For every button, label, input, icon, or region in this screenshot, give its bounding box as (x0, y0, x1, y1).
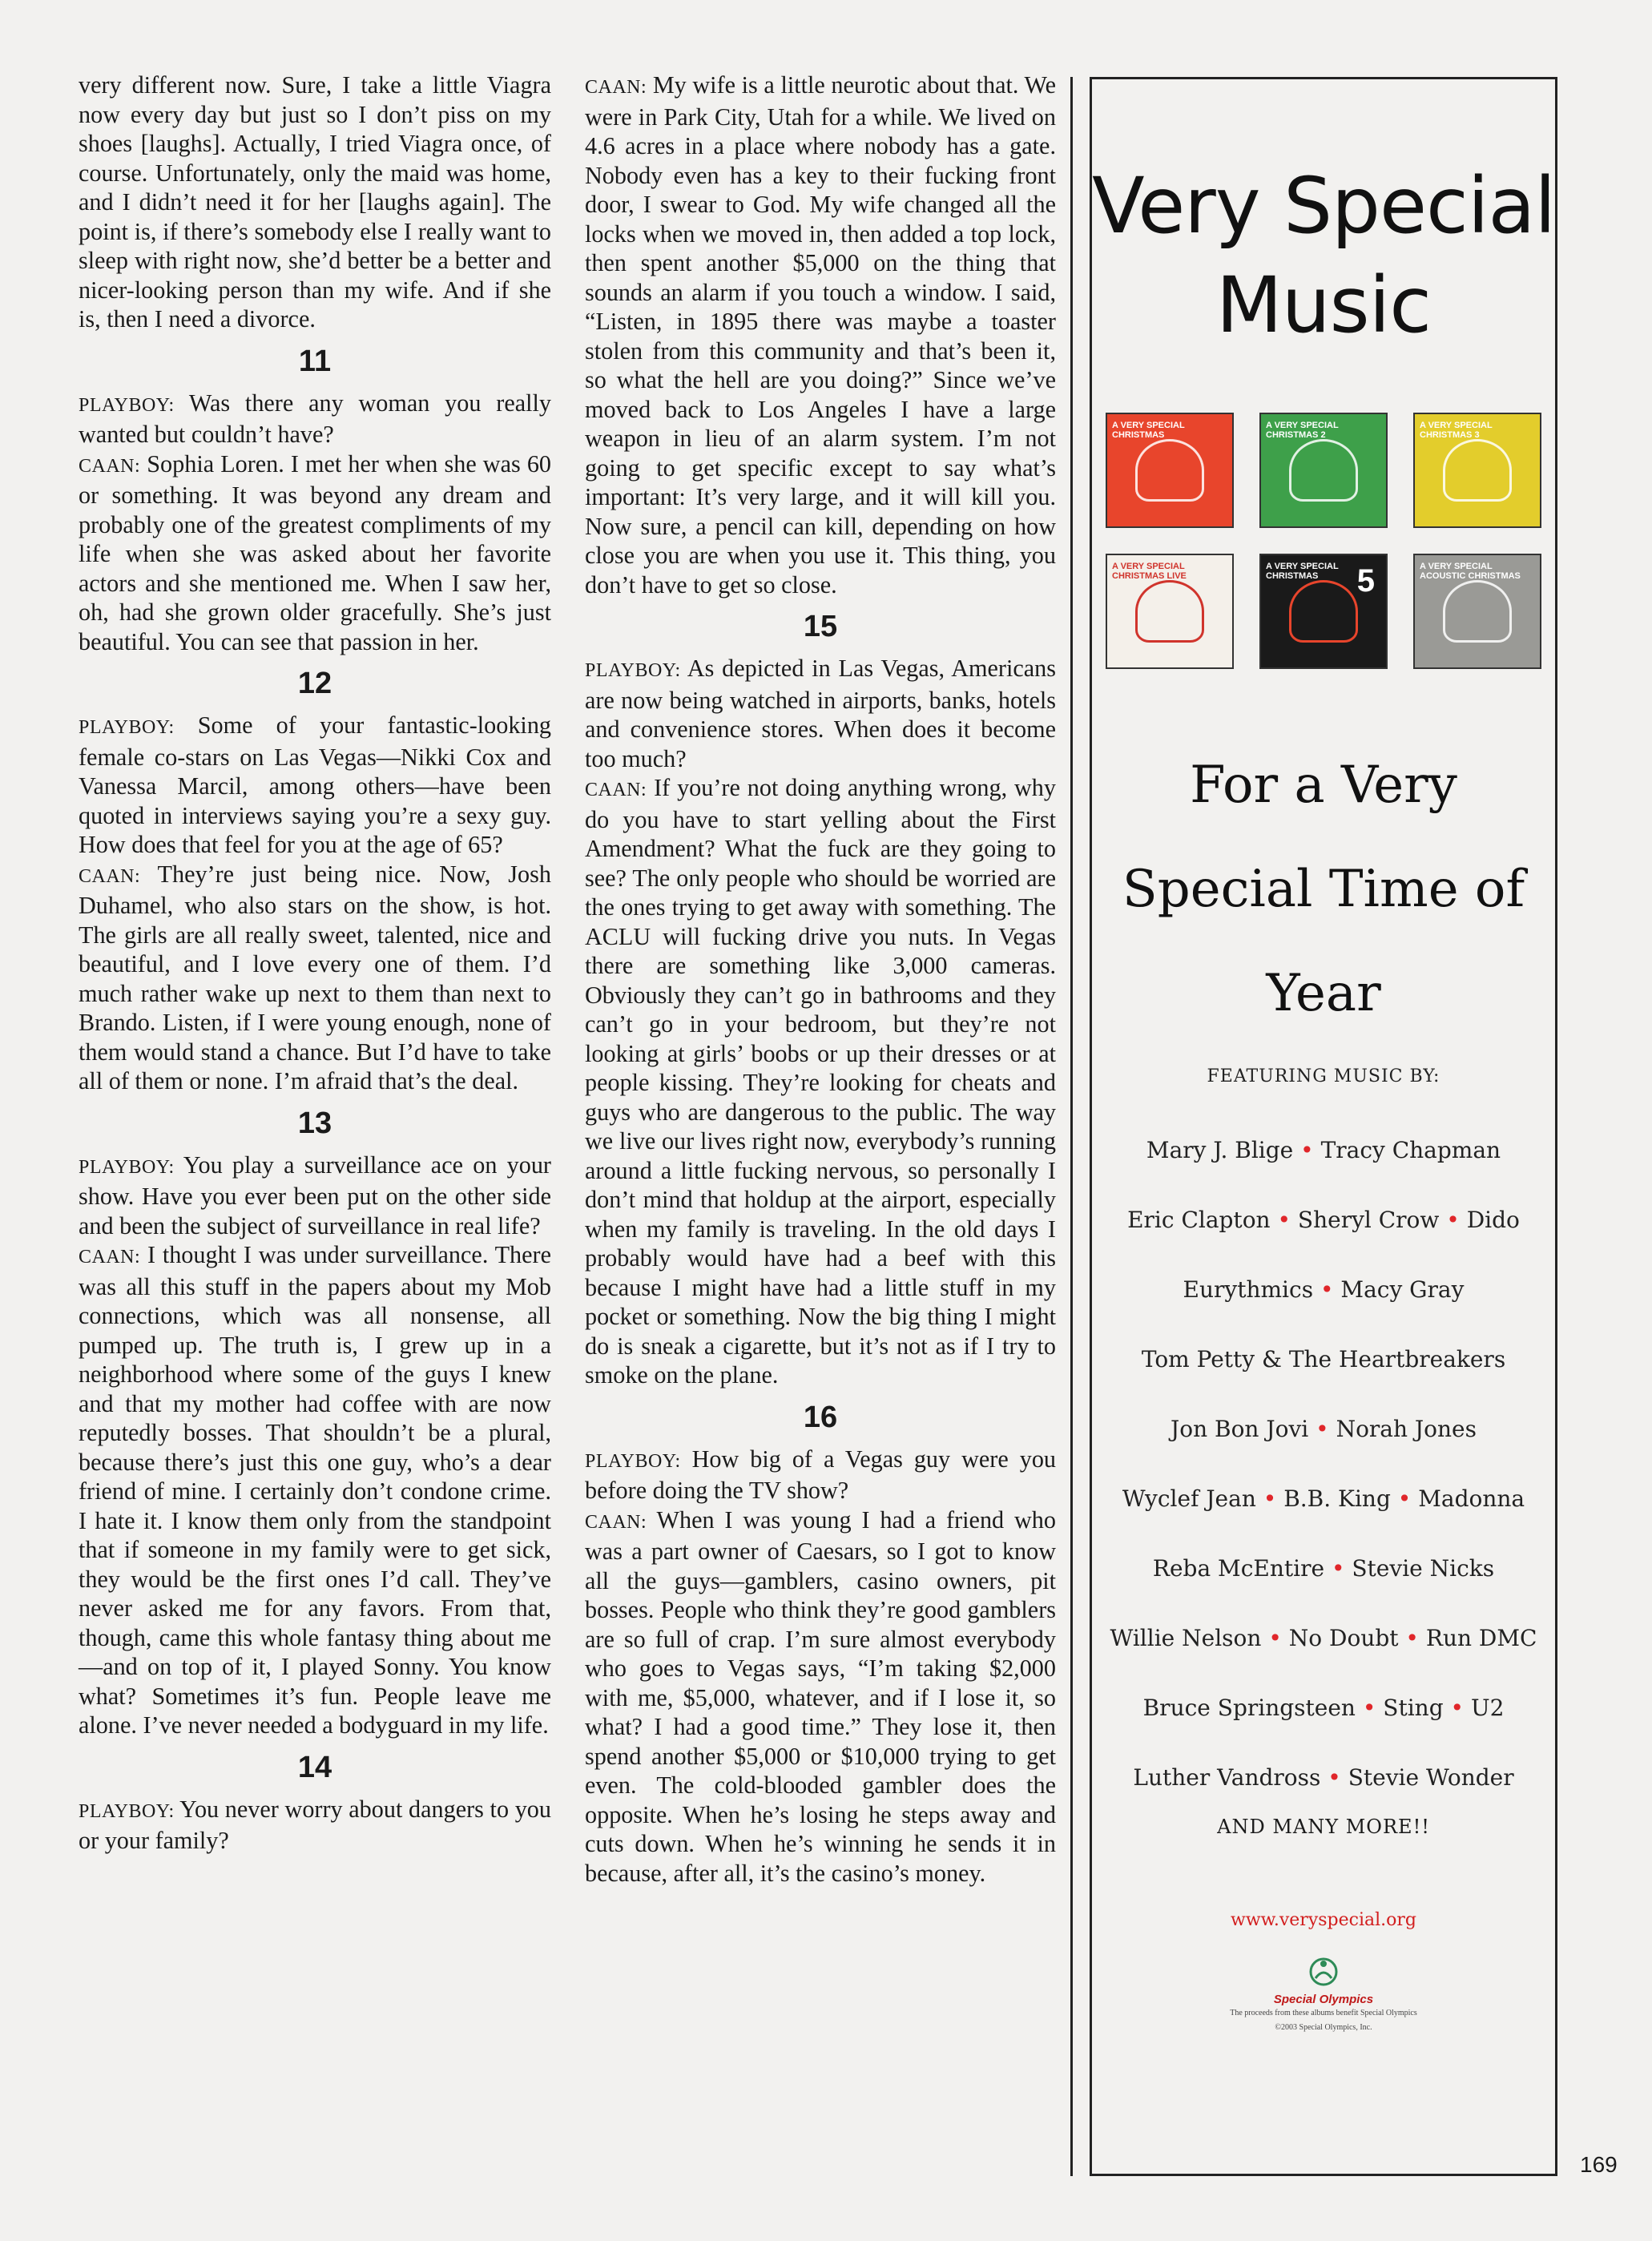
artist-row (1092, 1255, 1555, 1324)
copyright: ©2003 Special Olympics, Inc. (1275, 2023, 1372, 2032)
question-number: 11 (298, 344, 332, 378)
album-cover (1259, 554, 1388, 669)
answer: CAAN: I thought I was under surveillance. There was all this stuff in the papers about my Mob connections, which was all nonsense, all pumped up. The truth is, I grew up in a neighborhood where some of the guys I knew and that my mother had coffee with are now reputedly bosses. That shouldn’t be a plural, because there’s just this one guy, who’s a dear friend of mine. I certainly don’t condone crime. I hate it. I know them only from the standpoint that if someone in my family were to get sick, they would be the first ones I’d call. They’ve never asked me for any favors. From that, though, came this whole fantasy thing about me—and on top of it, I played Sonny. You know what? Sometimes it’s fun. People leave me alone. I’ve never needed a bodyguard in my life. (79, 1241, 551, 1739)
question: PLAYBOY: You never worry about dangers to you or your family? (79, 1795, 551, 1854)
figure-icon (1289, 439, 1358, 502)
page-number: 169 (1580, 2152, 1618, 2177)
album-cover-title: A VERY SPECIAL CHRISTMAS 3 (1420, 421, 1493, 440)
artist-row (1092, 1603, 1555, 1673)
artist-name: Dido (1466, 1207, 1520, 1233)
fine-print: The proceeds from these albums benefit Special Olympics (1230, 2009, 1417, 2017)
album-cover-title: A VERY SPECIAL CHRISTMAS (1112, 421, 1185, 440)
answer: CAAN: If you’re not doing anything wrong, why do you have to start yelling about the First Amendment? What the fuck are they going to see? The only people who should be worried are the ones trying to get away with something. The ACLU will fucking drive you nuts. In Vegas there are something like 3,000 cameras. Obviously they can’t go in bathrooms and they can’t go in your bedroom, but they’re not looking at girls’ boobs or up their dresses or at people kissing. They’re looking for cheats and guys who are dangerous to the public. The way we live our lives right now, everybody’s running around a little fucking nervous, so personally I don’t mind that holdup at the airport, especially when my family is traveling. In the old days I probably would have had a beef with this because I might have had a little stuff in my pocket or something. Now the big thing I might do is sneak a cigarette, but it’s not as if I try to smoke on the plane. (585, 774, 1056, 1389)
artist-name: Eurythmics (1183, 1276, 1314, 1303)
special-olympics-logo (1092, 1954, 1555, 2035)
album-cover (1106, 413, 1234, 528)
artist-name: Macy Gray (1340, 1276, 1465, 1303)
special-olympics-icon (1306, 1954, 1341, 1989)
question-number: 15 (803, 610, 838, 643)
bullet-icon: • (1293, 1137, 1321, 1163)
column-divider (1070, 77, 1073, 2176)
question-number: 16 (803, 1400, 838, 1434)
artist-row (1092, 1185, 1555, 1255)
artist-name: Sheryl Crow (1297, 1207, 1440, 1233)
album-cover (1413, 554, 1541, 669)
artist-name: No Doubt (1288, 1625, 1399, 1651)
website-url[interactable]: www.veryspecial.org (1230, 1910, 1416, 1930)
bullet-icon: • (1398, 1625, 1426, 1651)
answer: CAAN: Sophia Loren. I met her when she was 60 or something. It was beyond any dream and probably one of the greatest compliments of my life when she was asked about her favorite actors and she mentioned me. When I saw her, oh, had she grown older gracefully. She’s just beautiful. You can see that passion in her. (79, 449, 552, 655)
artist-name: Wyclef Jean (1122, 1485, 1256, 1512)
answer: CAAN: They’re just being nice. Now, Josh Duhamel, who also stars on the show, is hot. The girls are all really sweet, talented, nice and beautiful, and I love every one of them. I’d much rather wake up next to them than next to Brando. Listen, if I were young enough, none of them would stand a chance. But I’d have to take all of them or none. I’m afraid that’s the deal. (79, 860, 551, 1094)
question: PLAYBOY: Was there any woman you really wanted but couldn’t have? (79, 389, 551, 448)
question: PLAYBOY: You play a surveillance ace on your show. Have you ever been put on the other side and been the subject of surveillance in real life? (79, 1151, 551, 1239)
album-cover-title: A VERY SPECIAL CHRISTMAS (1266, 562, 1339, 581)
figure-icon (1443, 439, 1512, 502)
artist-name: Sting (1383, 1695, 1444, 1721)
article-column-2 (585, 71, 1056, 1888)
artist-name: Tom Petty & The Heartbreakers (1141, 1346, 1506, 1372)
bullet-icon: • (1390, 1485, 1419, 1512)
artist-row (1092, 1115, 1555, 1185)
artist-name: Norah Jones (1336, 1416, 1477, 1442)
figure-icon (1443, 580, 1512, 643)
artist-name: Mary J. Blige (1146, 1137, 1294, 1163)
album-cover-title: A VERY SPECIAL CHRISTMAS 2 (1266, 421, 1339, 440)
album-cover-title: A VERY SPECIAL CHRISTMAS LIVE (1112, 562, 1187, 581)
and-many-more: AND MANY MORE!! (1217, 1816, 1430, 1838)
question: PLAYBOY: How big of a Vegas guy were you before doing the TV show? (585, 1445, 1057, 1504)
paragraph: very different now. Sure, I take a little Viagra now every day but just so I don’t piss on my shoes [laughs]. Actually, I tried Viagra once, of course. Unfortunately, only the maid was home, and I didn’t need it for her [laughs again]. The point is, if there’s somebody else I really want to sleep with right now, she’d better be a better and nicer-looking person than my wife. And if she is, then I need a divorce. (79, 71, 551, 333)
artist-row (1092, 1464, 1555, 1534)
bullet-icon: • (1320, 1764, 1348, 1791)
artist-row (1092, 1394, 1555, 1464)
bullet-icon: • (1443, 1695, 1471, 1721)
artist-name: Tracy Chapman (1320, 1137, 1501, 1163)
album-cover (1106, 554, 1234, 669)
ad-title: Very Special Music (1092, 161, 1555, 350)
artist-row (1092, 1324, 1555, 1394)
question-number: 12 (297, 667, 332, 700)
ad-tagline: For a Very Special Time of Year (1122, 756, 1525, 1023)
artist-name: B.B. King (1283, 1485, 1391, 1512)
bullet-icon: • (1270, 1207, 1298, 1233)
bullet-icon: • (1308, 1416, 1336, 1442)
artist-name: Madonna (1418, 1485, 1525, 1512)
question: PLAYBOY: As depicted in Las Vegas, Americans are now being watched in airports, banks, hotels and convenience stores. When does it become too much? (585, 655, 1056, 772)
bullet-icon: • (1261, 1625, 1289, 1651)
bullet-icon: • (1439, 1207, 1467, 1233)
question-number: 14 (297, 1750, 332, 1784)
bullet-icon: • (1255, 1485, 1284, 1512)
artist-name: Run DMC (1425, 1625, 1537, 1651)
album-cover (1413, 413, 1541, 528)
answer: CAAN: When I was young I had a friend who was a part owner of Caesars, so I got to know all the guys—gamblers, casino owners, pit bosses. People who think they’re good gamblers are so full of crap. I’m sure almost everybody who goes to Vegas says, “I’m taking $2,000 with me, $5,000, whatever, and if I lose it, so what? I had a good time.” They lose it, then spend another $5,000 or $10,000 trying to get even. The cold-blooded gambler does the opposite. When he’s losing he steps away and cuts down. When he’s winning he sends it in because, after all, it’s the casino’s money. (585, 1505, 1056, 1887)
figure-icon (1289, 580, 1358, 643)
figure-icon (1135, 580, 1204, 643)
bullet-icon: • (1324, 1555, 1352, 1582)
bullet-icon: • (1355, 1695, 1384, 1721)
album-cover-title: A VERY SPECIAL ACOUSTIC CHRISTMAS (1420, 562, 1521, 581)
artist-row (1092, 1743, 1555, 1812)
org-name: Special Olympics (1273, 1993, 1374, 2006)
question-number: 13 (297, 1106, 332, 1140)
bullet-icon: • (1313, 1276, 1341, 1303)
album-cover (1259, 413, 1388, 528)
answer: CAAN: My wife is a little neurotic about that. We were in Park City, Utah for a while. We lived on 4.6 acres in a place where nobody has a gate. Nobody even has a key to their fucking front door, I swear to God. My wife changed all the locks when we moved in, then added a top lock, then spent another $5,000 on the thing that sounds an alarm if you touch a window. I said, “Listen, in 1895 there was maybe a toaster stolen from this community and that’s been it, so what the hell are you doing?” Since we’ve moved back to Los Angeles I have a large weapon in lieu of an alarm system. I’m not going to get specific except to say what’s important: It’s very large, and it will kill you. Now sure, a pencil can kill, depending on how close you are when you use it. This thing, you don’t have to get so close. (585, 71, 1057, 599)
artist-name: Bruce Springsteen (1142, 1695, 1356, 1721)
artist-name: Jon Bon Jovi (1170, 1416, 1309, 1442)
advertisement (1090, 77, 1557, 2176)
album-cover-number: 5 (1356, 563, 1375, 599)
artist-name: Eric Clapton (1127, 1207, 1271, 1233)
article-column-1 (79, 71, 551, 1856)
featuring-label: FEATURING MUSIC BY: (1207, 1066, 1440, 1086)
question: PLAYBOY: Some of your fantastic-looking female co-stars on Las Vegas—Nikki Cox and Vanessa Marcil, among others—have been quoted in interviews saying you’re a sexy guy. How does that feel for you at the age of 65? (79, 711, 552, 858)
artist-name: Stevie Nicks (1352, 1555, 1495, 1582)
figure-icon (1135, 439, 1204, 502)
artist-name: Luther Vandross (1133, 1764, 1321, 1791)
artist-row (1092, 1673, 1555, 1743)
artist-name: Reba McEntire (1152, 1555, 1325, 1582)
artist-name: Willie Nelson (1110, 1625, 1262, 1651)
artist-name: U2 (1470, 1695, 1505, 1721)
artist-name: Stevie Wonder (1348, 1764, 1514, 1791)
album-covers (1092, 413, 1555, 669)
artist-row (1092, 1534, 1555, 1603)
artist-list (1092, 1115, 1555, 1812)
